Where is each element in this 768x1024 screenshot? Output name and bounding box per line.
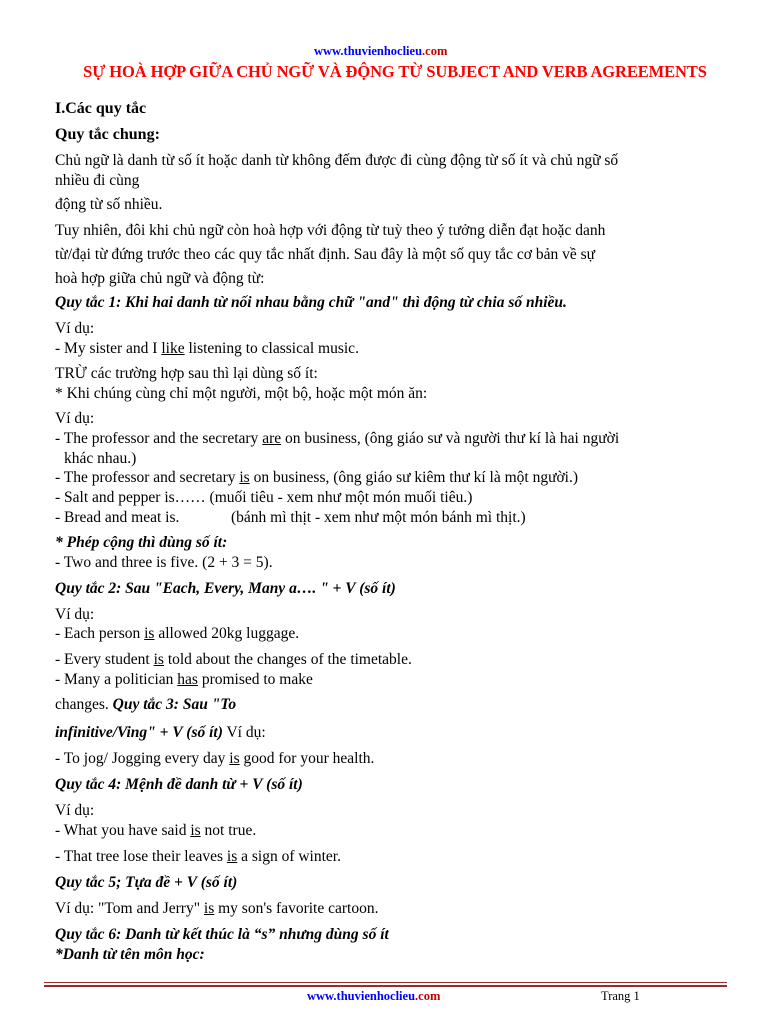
rule4-example-2: - That tree lose their leaves is a sign of winter. (55, 848, 341, 865)
rule1-example-5: - Bread and meat is. (55, 509, 180, 526)
rule4-example-label: Ví dụ: (55, 802, 95, 819)
section-number: I. (55, 100, 66, 117)
rule3-title-a: Quy tắc 3: Sau "To (112, 696, 237, 713)
intro-line-1: Chủ ngữ là danh từ số ít hoặc danh từ không đếm được đi cùng động từ số ít và chủ ngữ số (55, 152, 619, 169)
rule1-example-label: Ví dụ: (55, 320, 95, 337)
rule3-title-b: infinitive/Ving" + V (số ít) (55, 724, 223, 741)
rule1-example-2: - The professor and the secretary are on business, (ông giáo sư và người thư kí là hai người (55, 430, 620, 447)
header-site-link[interactable] (314, 44, 447, 59)
rule2-example-label: Ví dụ: (55, 606, 95, 623)
site-name: thuvienhoclieu (343, 44, 423, 58)
page-title: SỰ HOÀ HỢP GIỮA CHỦ NGỮ VÀ ĐỘNG TỪ SUBJECT AND VERB AGREEMENTS (83, 62, 707, 81)
rule1-exception: TRỪ các trường hợp sau thì lại dùng số ít: (55, 365, 318, 382)
addition-title: * Phép cộng thì dùng số ít: (55, 534, 228, 551)
footer-site-link[interactable]: www.thuvienhoclieu.com (307, 989, 441, 1003)
rule5-title: Quy tắc 5; Tựa đề + V (số ít) (55, 874, 238, 891)
rule2-example-3: - Many a politician has promised to make (55, 671, 313, 688)
rule6-subtitle: *Danh từ tên môn học: (55, 946, 205, 963)
intro-line-6: hoà hợp giữa chủ ngữ và động từ: (55, 270, 265, 287)
rule1-example-1: - My sister and I like listening to classical music. (55, 340, 359, 357)
rule4-title: Quy tắc 4: Mệnh đề danh từ + V (số ít) (55, 776, 303, 793)
section-heading (55, 100, 146, 118)
intro-line-4: Tuy nhiên, đôi khi chủ ngữ còn hoà hợp với động từ tuỳ theo ý tưởng diễn đạt hoặc danh (55, 222, 606, 239)
rule2-example-3-cont: changes. Quy tắc 3: Sau "To (55, 696, 237, 713)
footer-rule-top (44, 982, 727, 983)
intro-line-3: động từ số nhiều. (55, 196, 163, 213)
intro-line-2: nhiều đi cùng (55, 172, 140, 189)
rule3-example-1: - To jog/ Jogging every day is good for your health. (55, 750, 375, 767)
general-rule-heading: Quy tắc chung: (55, 126, 160, 143)
rule3-example-label: Ví dụ: (226, 724, 266, 741)
dash: - (55, 340, 61, 357)
footer-rule-bottom (44, 985, 727, 987)
intro-line-5: từ/đại từ đứng trước theo các quy tắc nhất định. Sau đây là một số quy tắc cơ bản về sự (55, 246, 596, 263)
site-tld: .com (422, 44, 448, 58)
rule1-title: Quy tắc 1: Khi hai danh từ nối nhau bằng chữ "and" thì động từ chia số nhiều. (55, 294, 567, 311)
rule1-exception-point: * Khi chúng cùng chỉ một người, một bộ, hoặc một món ăn: (55, 385, 428, 402)
star: * (55, 385, 63, 402)
section-heading-text: Các quy tắc (65, 100, 147, 117)
page-number: Trang 1 (601, 989, 640, 1003)
rule3-title-line (55, 724, 266, 742)
rule2-example-1: - Each person is allowed 20kg luggage. (55, 625, 300, 642)
rule2-example-2: - Every student is told about the changes of the timetable. (55, 651, 412, 668)
addition-example: - Two and three is five. (2 + 3 = 5). (55, 554, 273, 571)
rule2-title: Quy tắc 2: Sau "Each, Every, Many a…. " + V (số ít) (55, 580, 396, 597)
rule4-example-1: - What you have said is not true. (55, 822, 257, 839)
rule1-example-2-cont: khác nhau.) (64, 450, 137, 467)
site-www: www. (314, 44, 344, 58)
rule1-example-label-2: Ví dụ: (55, 410, 95, 427)
rule1-example-4: - Salt and pepper is…… (muối tiêu - xem như một món muối tiêu.) (55, 489, 473, 506)
rule1-example-3: - The professor and secretary is on business, (ông giáo sư kiêm thư kí là một người.) (55, 469, 579, 486)
rule6-title: Quy tắc 6: Danh từ kết thúc là “s” nhưng dùng số ít (55, 926, 389, 943)
rule5-example: Ví dụ: "Tom and Jerry" is my son's favorite cartoon. (55, 900, 379, 917)
rule1-example-5-note: (bánh mì thịt - xem như một món bánh mì thịt.) (231, 509, 526, 526)
